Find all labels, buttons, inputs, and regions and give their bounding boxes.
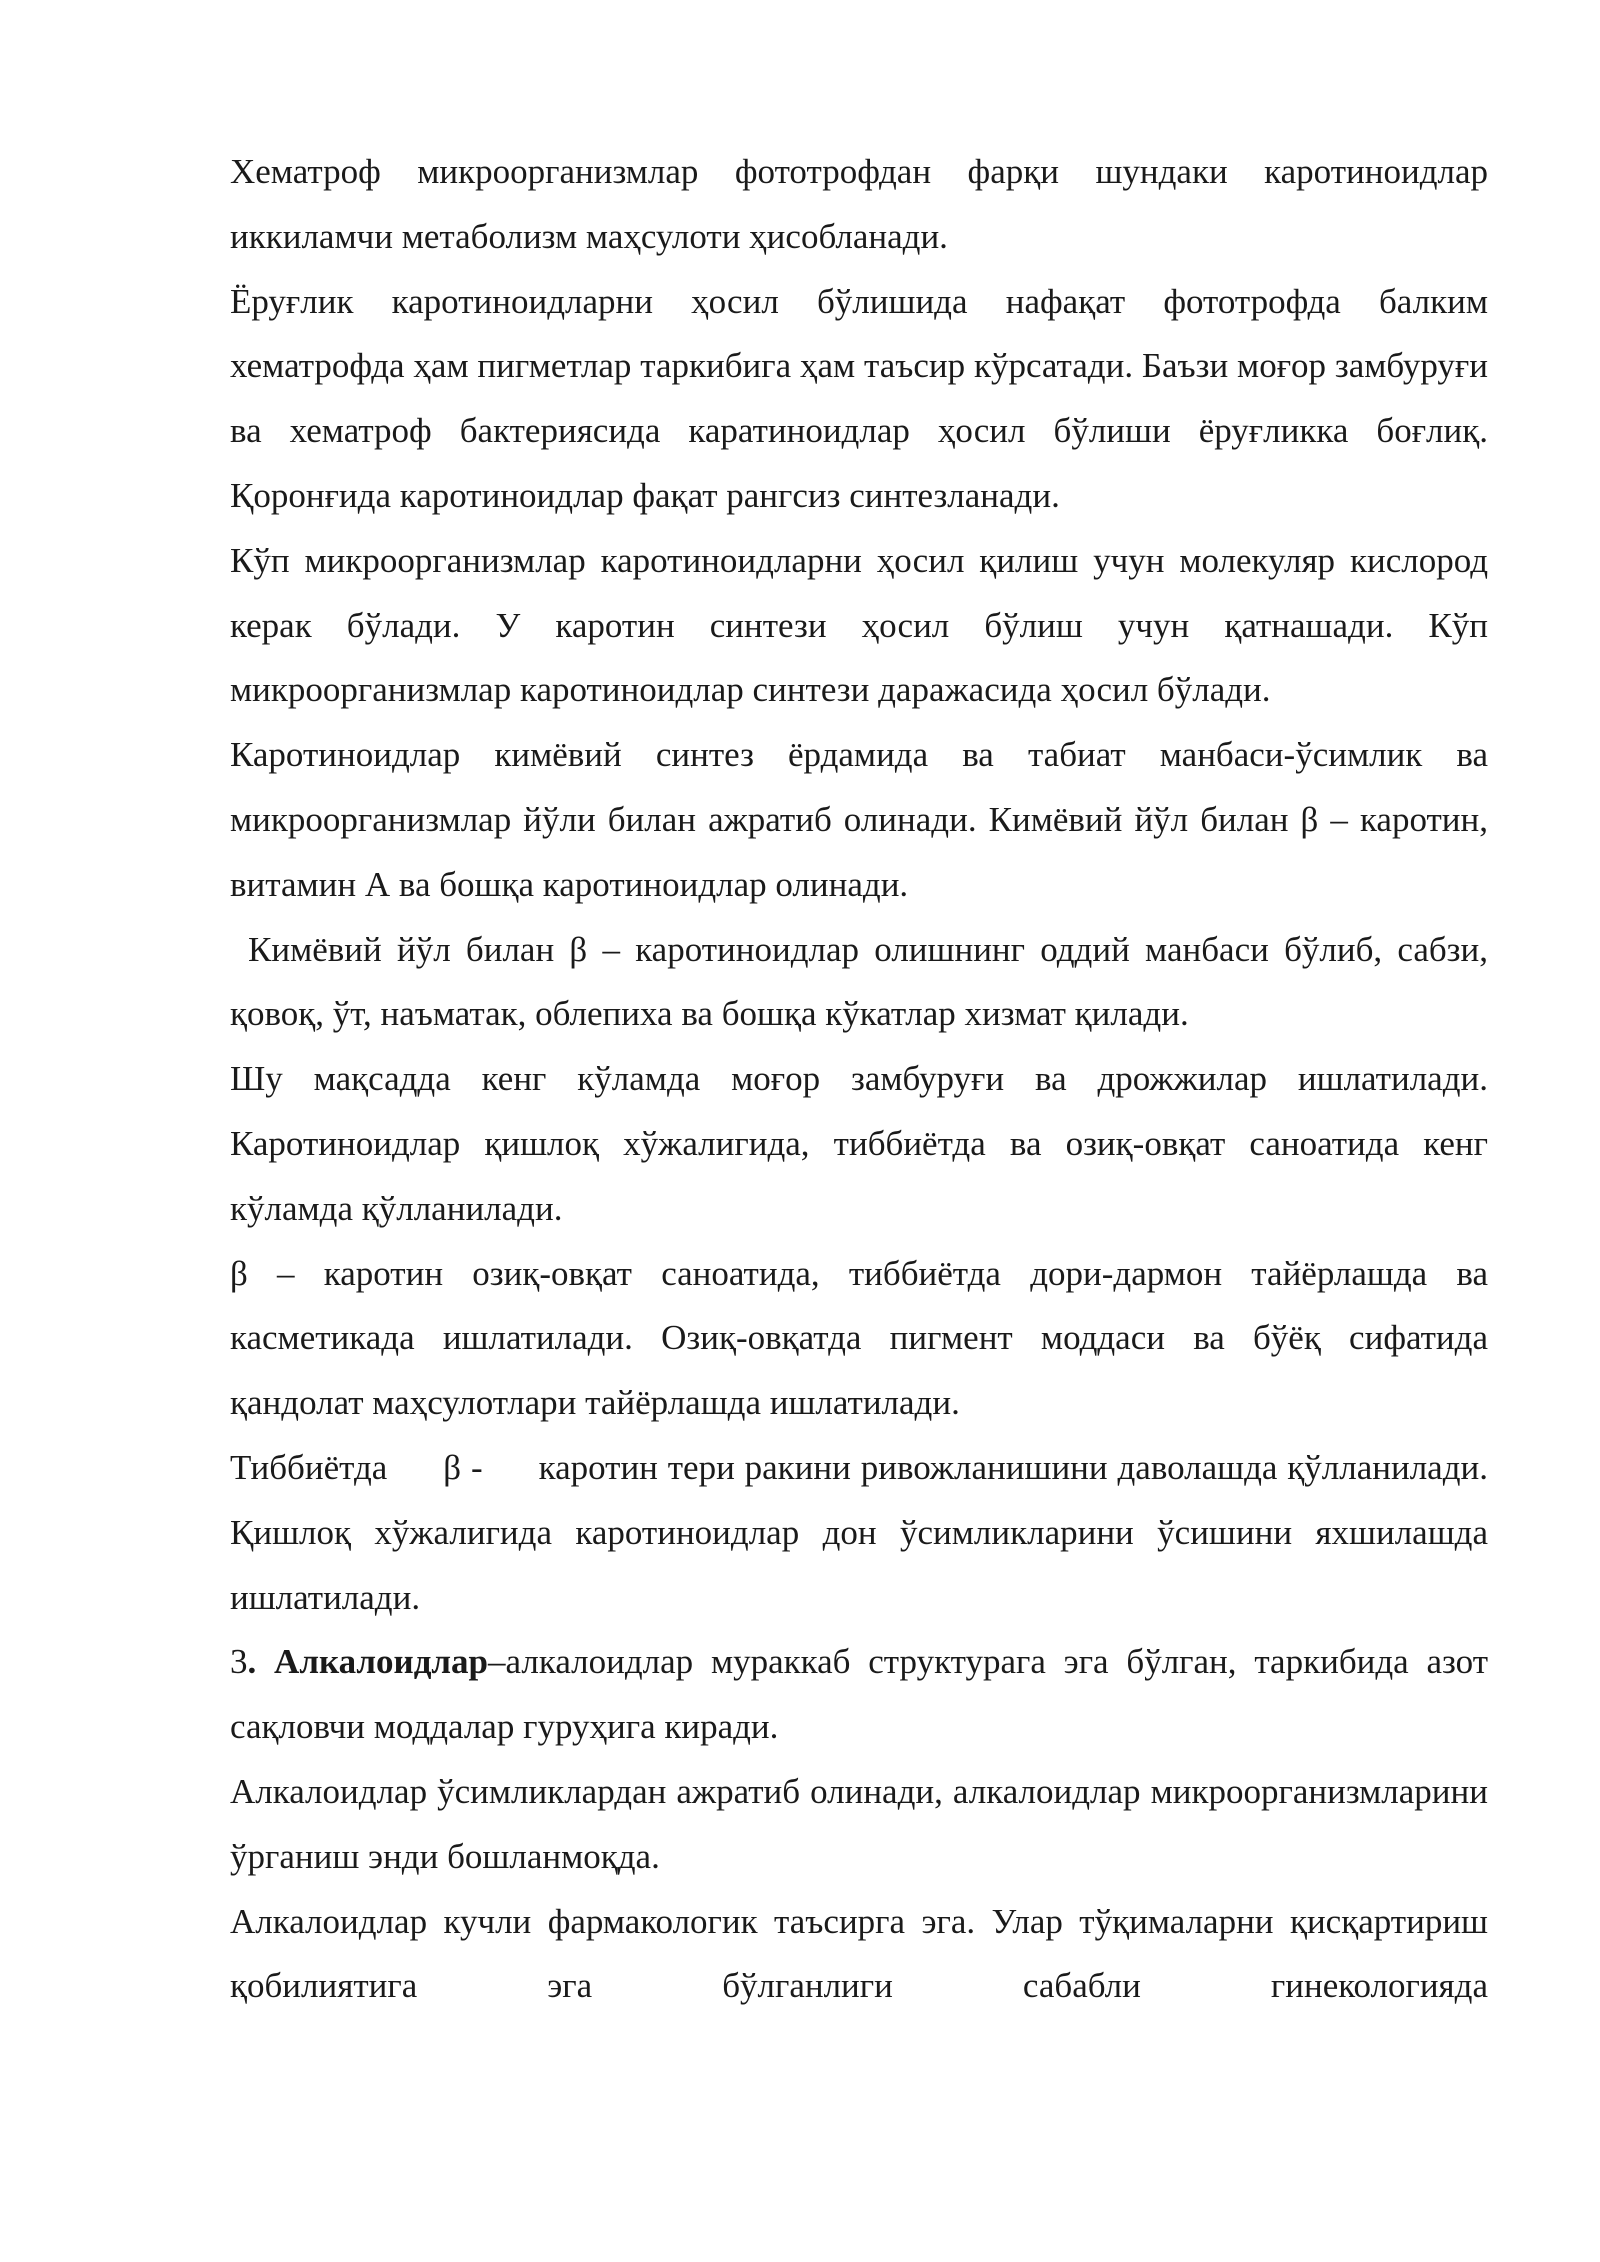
section-paragraph <box>230 1630 1488 1760</box>
paragraph-8 <box>230 1436 1488 1630</box>
section-number: 3 <box>230 1642 248 1682</box>
section-text: –алкалоидлар мураккаб структурага эга бўлган, таркибида азот сақловчи моддалар гуруҳига киради. <box>230 1642 1489 1747</box>
paragraph-4: Каротиноидлар кимёвий синтез ёрдамида ва табиат манбаси-ўсимлик ва микроорганизмлар йўли билан ажратиб олинади. Кимёвий йўл билан β – каротин, витамин А ва бошқа каротиноидлар олинади. <box>230 735 1488 904</box>
section-title: . Алкалоидлар <box>247 1642 489 1682</box>
paragraph-1: Хематроф микроорганизмлар фототрофдан фарқи шундаки каротиноидлар иккиламчи метаболизм маҳсулоти ҳисобланади. <box>230 152 1488 256</box>
paragraph-3: Кўп микроорганизмлар каротиноидларни ҳосил қилиш учун молекуляр кислород керак бўлади. У каротин синтези ҳосил бўлиш учун қатнашади. Кўп микроорганизмлар каротиноидлар синтези даражасида ҳосил бўлади. <box>230 540 1488 710</box>
paragraph-8-word-1: Тиббиётда <box>230 1447 388 1487</box>
paragraph-8-rest: каротин тери ракини ривожланишини даволашда қўлланилади. Қишлоқ хўжалигида каротиноидлар дон ўсимликларини ўсишини яхшилашда ишлатилади. <box>230 1447 1488 1617</box>
document-page <box>230 140 1488 2019</box>
paragraph-5: Кимёвий йўл билан β – каротиноидлар олишнинг оддий манбаси бўлиб, сабзи, қовоқ, ўт, наъматак, облепиха ва бошқа кўкатлар хизмат қилади. <box>230 929 1488 1034</box>
paragraph-8-word-2: β - <box>443 1447 483 1487</box>
paragraph-2: Ёруғлик каротиноидларни ҳосил бўлишида нафақат фототрофда балким хематрофда ҳам пигметлар таркибига ҳам таъсир кўрсатади. Баъзи моғор замбуруғи ва хематроф бактериясида каратиноидлар ҳосил бўлиши ёруғликка боғлиқ. Қоронғида каротиноидлар фақат рангсиз синтезланади. <box>230 281 1488 515</box>
paragraph-7: β – каротин озиқ-овқат саноатида, тиббиётда дори-дармон тайёрлашда ва касметикада ишлатилади. Озиқ-овқатда пигмент моддаси ва бўёқ сифатида қандолат маҳсулотлари тайёрлашда ишлатилади. <box>230 1253 1488 1423</box>
paragraph-11: Алкалоидлар кучли фармакологик таъсирга эга. Улар тўқималарни қисқартириш қобилиятига эга бўлганлиги сабабли гинекологияда <box>230 1901 1488 2006</box>
paragraph-6: Шу мақсадда кенг кўламда моғор замбуруғи ва дрожжилар ишлатилади. Каротиноидлар қишлоқ хўжалигида, тиббиётда ва озиқ-овқат саноатида кенг кўламда қўлланилади. <box>230 1059 1488 1228</box>
paragraph-10: Алкалоидлар ўсимликлардан ажратиб олинади, алкалоидлар микроорганизмларини ўрганиш энди бошланмоқда. <box>230 1771 1488 1876</box>
